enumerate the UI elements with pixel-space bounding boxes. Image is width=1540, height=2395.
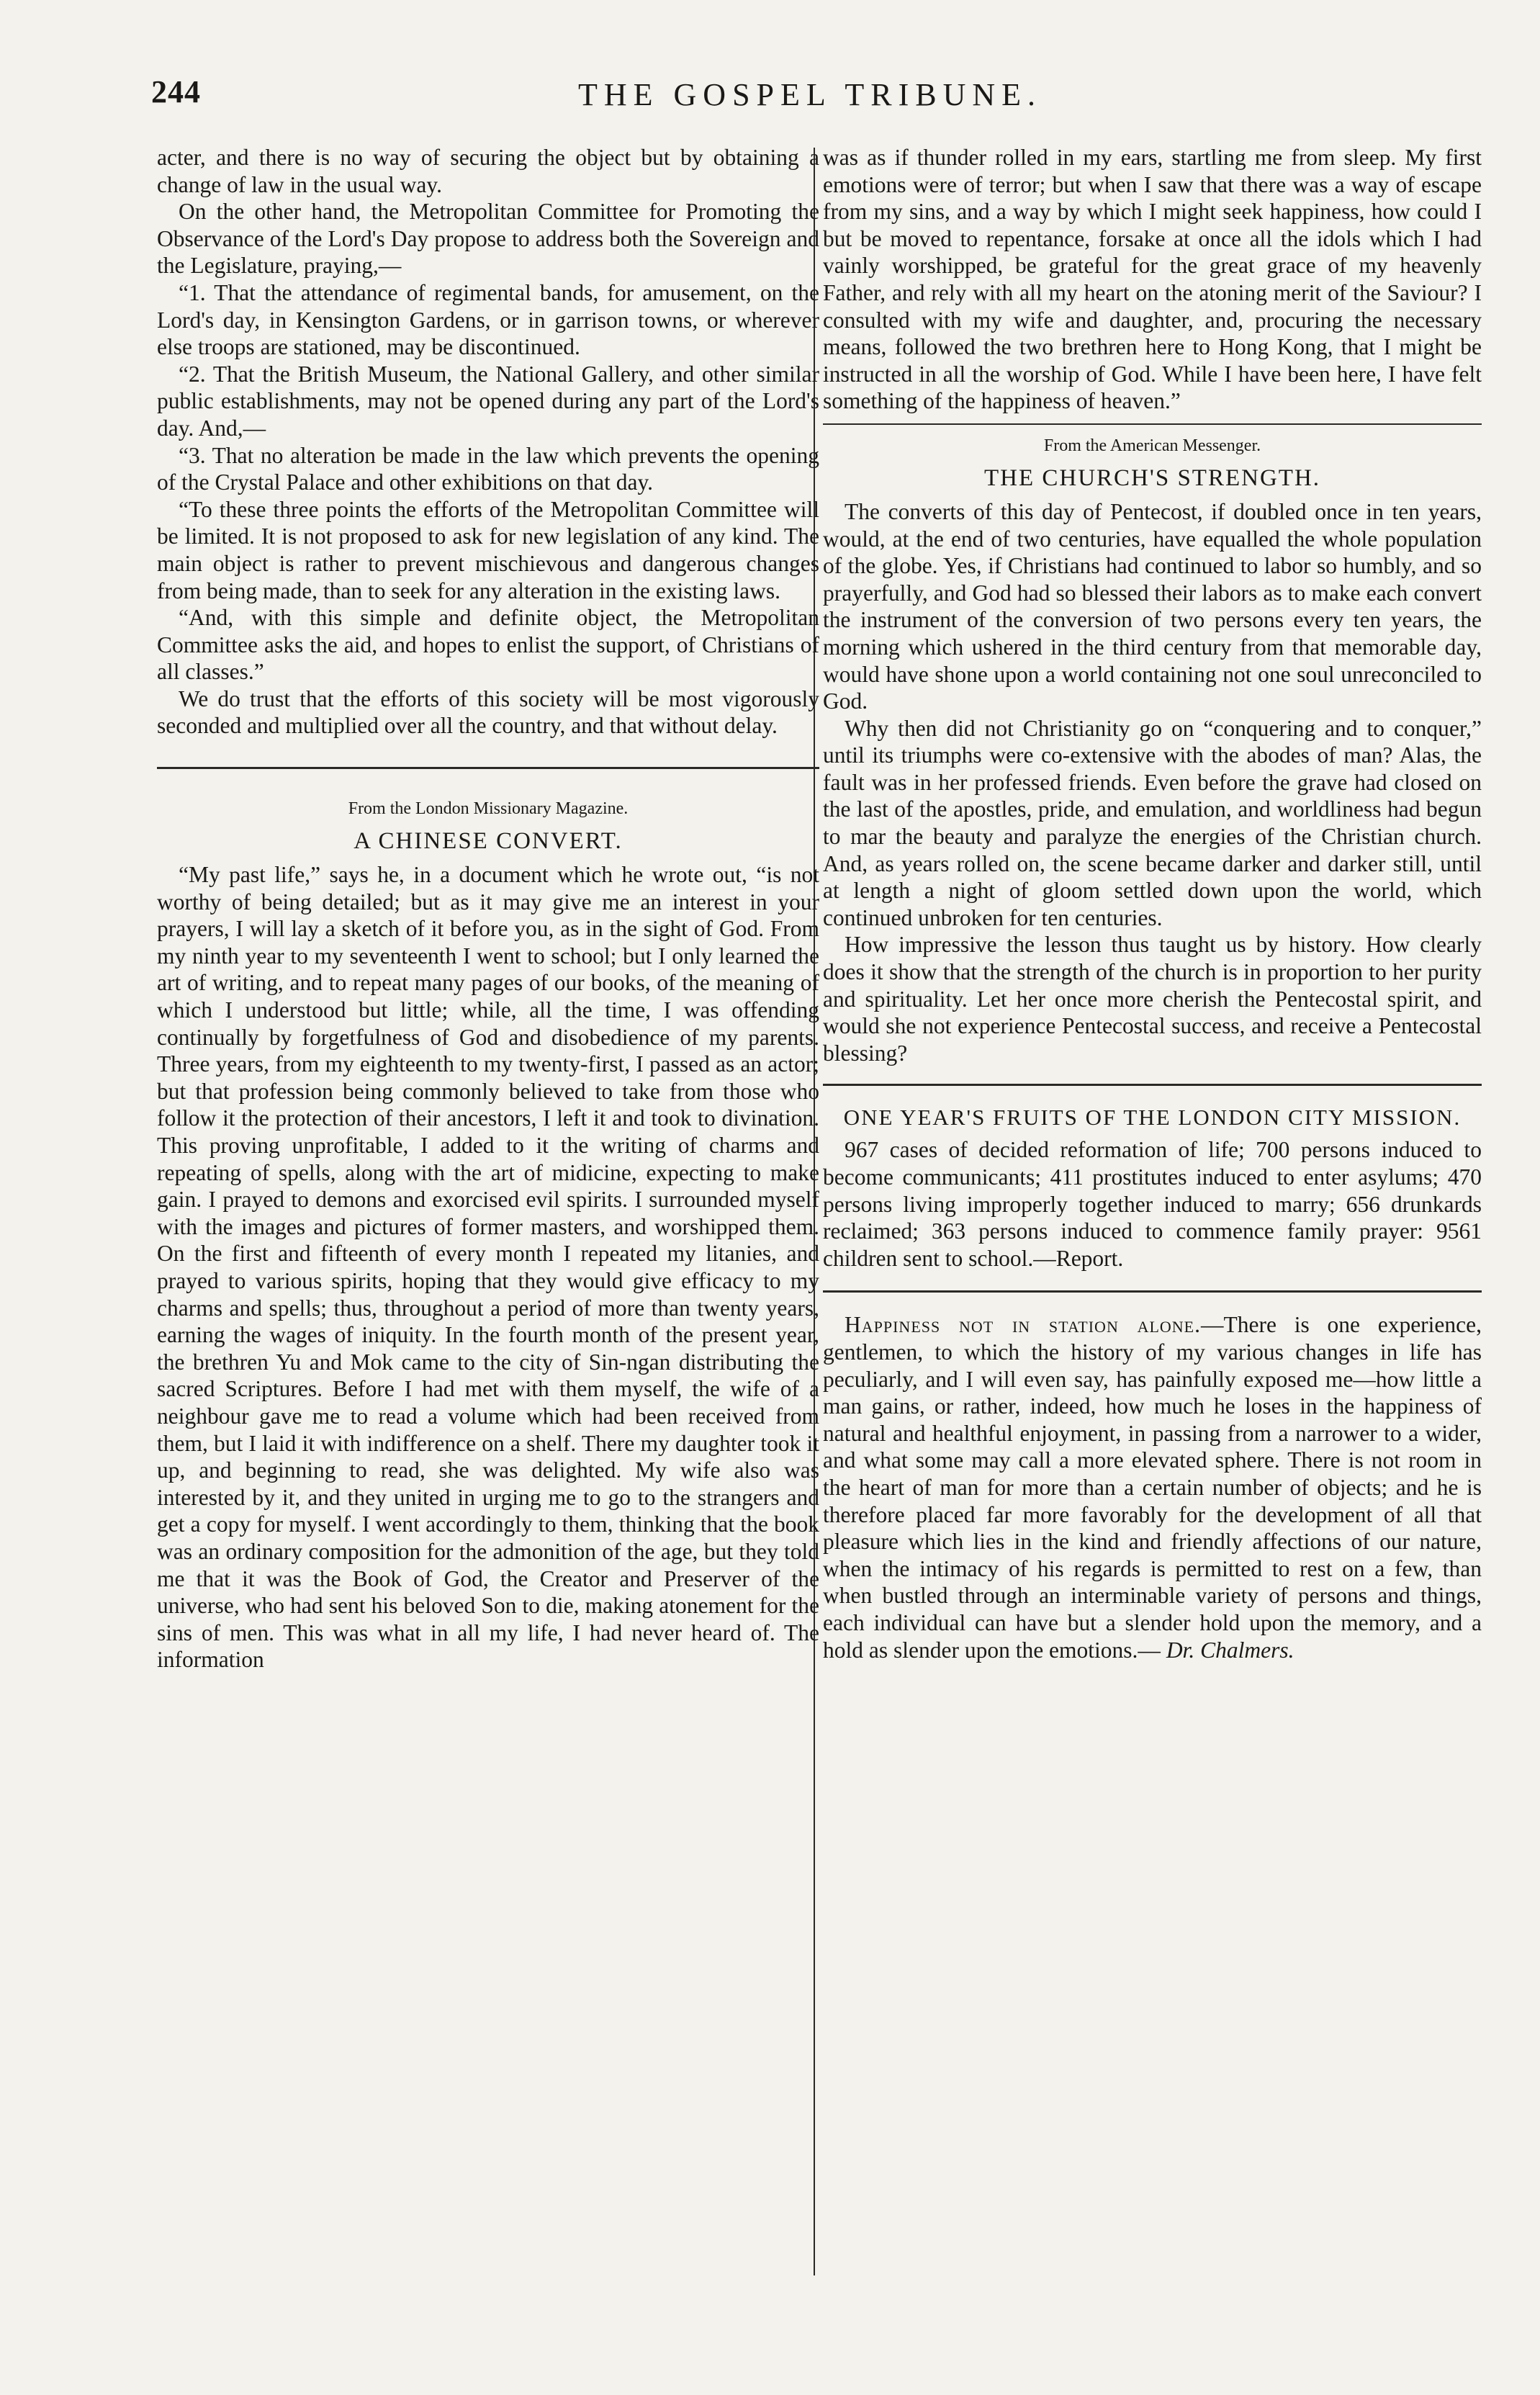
section-rule [157, 767, 819, 769]
article-title: ONE YEAR'S FRUITS OF THE LONDON CITY MISSION. [843, 1105, 1462, 1131]
article-paragraph: The converts of this day of Pentecost, if doubled once in ten years, would, at the end of two centuries, have equalled the whole population of the globe. Yes, if Christians had continued to labor so humbly, and so prayerfully, and God had so blessed their labors as to make each convert the instrument of the conversion of two persons every ten years, the morning which ushered in the third century from that memorable day, would have shone upon a world containing not one soul unreconciled to God. [823, 498, 1482, 714]
article-paragraph: Why then did not Christianity go on “conquering and to conquer,” until its triumphs were co-extensive with the abodes of man? Alas, the fault was in her professed friends. Even before the grave had closed on the last of the apostles, pride, and emulation, and worldliness had begun to mar the beauty and paralyze the energies of the Christian church. And, as years rolled on, the scene became darker and darker still, until at length a night of gloom settled down upon the world, which continued unbroken for ten centuries. [823, 715, 1482, 930]
article-text: —There is one experience, gentlemen, to which the history of my various changes in life has peculiarly, and I will even say, has painfully exposed me—how little a man gains, or rather, indeed, how much he loses in the happiness of natural and healthful enjoyment, in passing from a narrower to a wider, and what some may call a more elevated sphere. There is not room in the heart of man for more than a certain number of objects; and he is therefore placed far more favorably for the development of all that pleasure which lies in the kind and friendly affections of our nature, when the intimacy of his regards is permitted to rest on a few, than when bustled through an interminable variety of persons and things, each individual can have but a slender hold upon the memory, and a hold as slender upon the emotions.— [823, 1312, 1482, 1663]
article-paragraph: “To these three points the efforts of the Metropolitan Committee will be limited. It is not proposed to ask for new legislation of any kind. The main object is rather to prevent mischievous and dangerous changes from being made, than to seek for any alteration in the existing laws. [157, 496, 819, 603]
section-rule [823, 1290, 1482, 1293]
article-paragraph: How impressive the lesson thus taught us by history. How clearly does it show that the strength of the church is in proportion to her purity and spirituality. Let her once more cherish the Pentecostal spirit, and would she not experience Pentecostal success, and receive a Pentecostal blessing? [823, 932, 1482, 1066]
article-paragraph: “1. That the attendance of regimental bands, for amusement, on the Lord's day, in Kensington Gardens, or in garrison towns, or wherever else troops are stationed, may be discontinued. [157, 279, 819, 360]
article-paragraph [823, 1311, 1482, 1663]
article-paragraph: acter, and there is no way of securing the object but by obtaining a change of law in the usual way. [157, 145, 819, 197]
article-paragraph: We do trust that the efforts of this society will be most vigorously seconded and multiplied over all the country, and that without delay. [157, 686, 819, 739]
journal-title: THE GOSPEL TRIBUNE. [578, 77, 1042, 112]
article-paragraph: “My past life,” says he, in a document which he wrote out, “is not worthy of being detailed; but as it may give me an interest in your prayers, I will lay a sketch of it before you, as in the sight of God. From my ninth year to my seventeenth I went to school; but I only learned the art of writing, and to repeat many pages of our books, of the meaning of which I understood but little; while, all the time, I was offending continually by forgetfulness of God and disobedience of my parents. Three years, from my eighteenth to my twenty-first, I passed as an actor; but that profession being commonly believed to take from those who follow it the protection of their ancestors, I left it and took to divination. This proving unprofitable, I added to it the writing of charms and repeating of spells, along with the art of midicine, expecting to make gain. I prayed to demons and exorcised evil spirits. I surrounded myself with the images and pictures of former masters, and worshipped them. On the first and fifteenth of every month I repeated my litanies, and prayed to various spirits, hoping that they would give efficacy to my charms and spells; thus, throughout a period of more than twenty years, earning the wages of iniquity. In the fourth month of the present year, the brethren Yu and Mok came to the city of Sin-ngan distributing the sacred Scriptures. Before I had met with them myself, the wife of a neighbour gave me to read a volume which had been received from them, but I laid it with indifference on a shelf. There my daughter took it up, and beginning to read, she was delighted. My wife also was interested by it, and they united in urging me to go to the strangers and get a copy for myself. I went accordingly to them, thinking that the book was an ordinary composition for the admonition of the age, but they told me that it was the Book of God, the Creator and Preserver of the universe, who had sent his beloved Son to die, making atonement for the sins of men. This was what in all my life, I had never heard of. The information [157, 862, 819, 1673]
article-attribution: Dr. Chalmers. [1166, 1637, 1294, 1663]
article-paragraph: “And, with this simple and definite object, the Metropolitan Committee asks the aid, and hopes to enlist the support, of Christians of all classes.” [157, 605, 819, 685]
article-paragraph: On the other hand, the Metropolitan Committee for Promoting the Observance of the Lord's Day propose to address both the Sovereign and the Legislature, praying,— [157, 199, 819, 279]
article-paragraph: was as if thunder rolled in my ears, startling me from sleep. My first emotions were of terror; but when I saw that there was a way of escape from my sins, and a way by which I might seek happiness, how could I but be moved to repentance, forsake at once all the idols which I had vainly worshipped, be grateful for the great grace of my heavenly Father, and rely with all my heart on the atoning merit of the Saviour? I consulted with my wife and daughter, and, procuring the necessary means, followed the two brethren here to Hong Kong, that I might be instructed in all the worship of God. While I have been here, I have felt something of the happiness of heaven.” [823, 145, 1482, 414]
article-source: From the American Messenger. [1043, 436, 1261, 455]
article-lead: Happiness not in station alone. [845, 1312, 1202, 1338]
left-column [157, 144, 819, 1673]
article-source: From the London Missionary Magazine. [348, 799, 629, 819]
section-rule [823, 423, 1482, 425]
section-rule [823, 1084, 1482, 1086]
article-paragraph: 967 cases of decided reformation of life; 700 persons induced to become communicants; 411 prostitutes induced to enter asylums; 470 persons living improperly together induced to marry; 656 drunkards reclaimed; 363 persons induced to commence family prayer: 9561 children sent to school.—Report. [823, 1137, 1482, 1271]
page-number: 244 [151, 74, 201, 109]
page-header [151, 66, 1469, 124]
article-title: THE CHURCH'S STRENGTH. [983, 464, 1321, 491]
right-column [823, 144, 1482, 1663]
article-paragraph: “3. That no alteration be made in the law which prevents the opening of the Crystal Palace and other exhibitions on that day. [157, 442, 819, 495]
article-paragraph: “2. That the British Museum, the National Gallery, and other similar public establishments, may not be opened during any part of the Lord's day. And,— [157, 361, 819, 441]
article-title: A CHINESE CONVERT. [354, 828, 623, 855]
